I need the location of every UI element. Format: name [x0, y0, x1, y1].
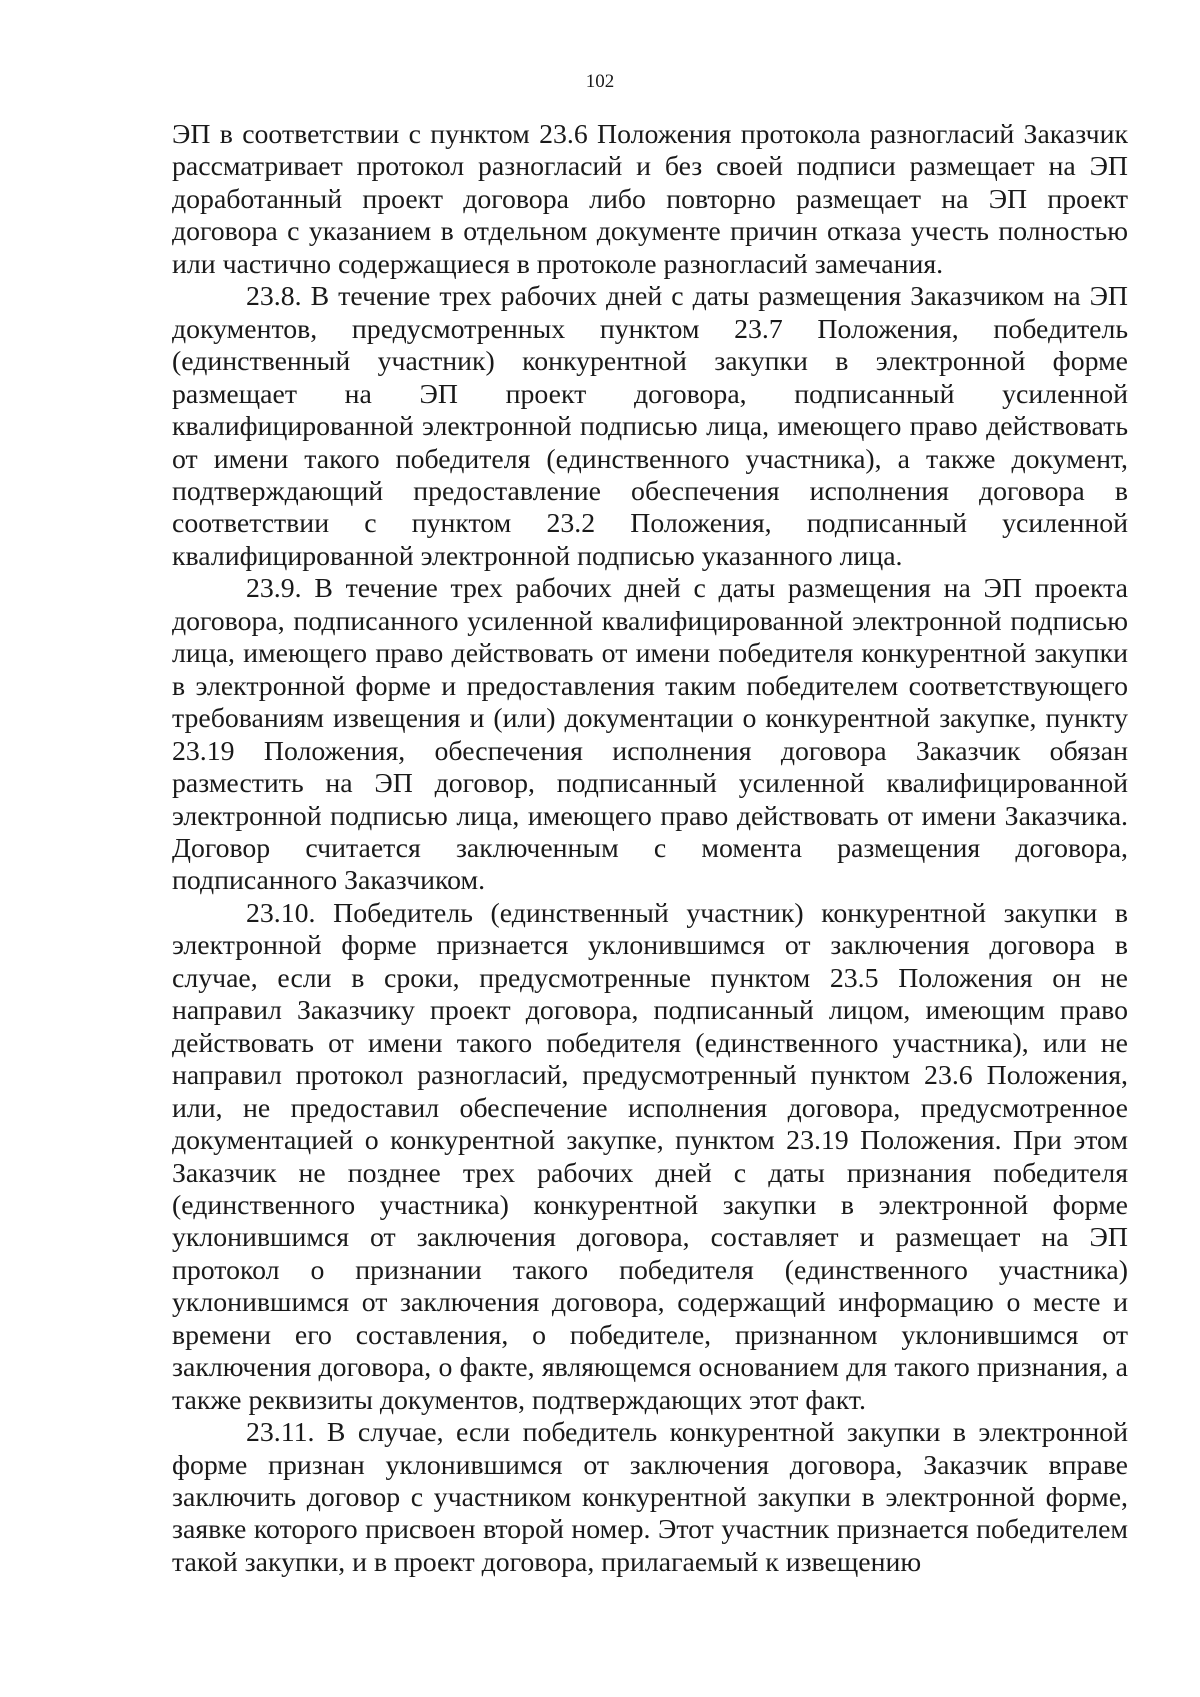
paragraph-23-9: 23.9. В течение трех рабочих дней с даты размещения на ЭП проекта договора, подписанного усиленной квалифицированной электронной подписью лица, имеющего право действовать от имени победителя конкурентной закупки в электронной форме и предоставления таким победителем соответствующего требованиям извещения и (или) документации о конкурентной закупке, пункту 23.19 Положения, обеспечения исполнения договора Заказчик обязан разместить на ЭП договор, подписанный усиленной квалифицированной электронной подписью лица, имеющего право действовать от имени Заказчика. Договор считается заключенным с момента размещения договора, подписанного Заказчиком.: [172, 573, 1128, 897]
document-body: [172, 119, 1128, 1579]
paragraph-23-11: 23.11. В случае, если победитель конкурентной закупки в электронной форме признан уклонившимся от заключения договора, Заказчик вправе заключить договор с участником конкурентной закупки в электронной форме, заявке которого присвоен второй номер. Этот участник признается победителем такой закупки, и в проект договора, прилагаемый к извещению: [172, 1417, 1128, 1578]
page-number: 102: [585, 71, 615, 92]
paragraph-continuation: ЭП в соответствии с пунктом 23.6 Положения протокола разногласий Заказчик рассматривает протокол разногласий и без своей подписи размещает на ЭП доработанный проект договора либо повторно размещает на ЭП проект договора с указанием в отдельном документе причин отказа учесть полностью или частично содержащиеся в протоколе разногласий замечания.: [172, 119, 1128, 280]
paragraph-23-10: 23.10. Победитель (единственный участник) конкурентной закупки в электронной форме признается уклонившимся от заключения договора в случае, если в сроки, предусмотренные пунктом 23.5 Положения он не направил Заказчику проект договора, подписанный лицом, имеющим право действовать от имени такого победителя (единственного участника), или не направил протокол разногласий, предусмотренный пунктом 23.6 Положения, или, не предоставил обеспечение исполнения договора, предусмотренное документацией о конкурентной закупке, пунктом 23.19 Положения. При этом Заказчик не позднее трех рабочих дней с даты признания победителя (единственного участника) конкурентной закупки в электронной форме уклонившимся от заключения договора, составляет и размещает на ЭП протокол о признании такого победителя (единственного участника) уклонившимся от заключения договора, содержащий информацию о месте и времени его составления, о победителе, признанном уклонившимся от заключения договора, о факте, являющемся основанием для такого признания, а также реквизиты документов, подтверждающих этот факт.: [172, 897, 1128, 1416]
paragraph-23-8: 23.8. В течение трех рабочих дней с даты размещения Заказчиком на ЭП документов, предусмотренных пунктом 23.7 Положения, победитель (единственный участник) конкурентной закупки в электронной форме размещает на ЭП проект договора, подписанный усиленной квалифицированной электронной подписью лица, имеющего право действовать от имени такого победителя (единственного участника), а также документ, подтверждающий предоставление обеспечения исполнения договора в соответствии с пунктом 23.2 Положения, подписанный усиленной квалифицированной электронной подписью указанного лица.: [172, 281, 1128, 572]
